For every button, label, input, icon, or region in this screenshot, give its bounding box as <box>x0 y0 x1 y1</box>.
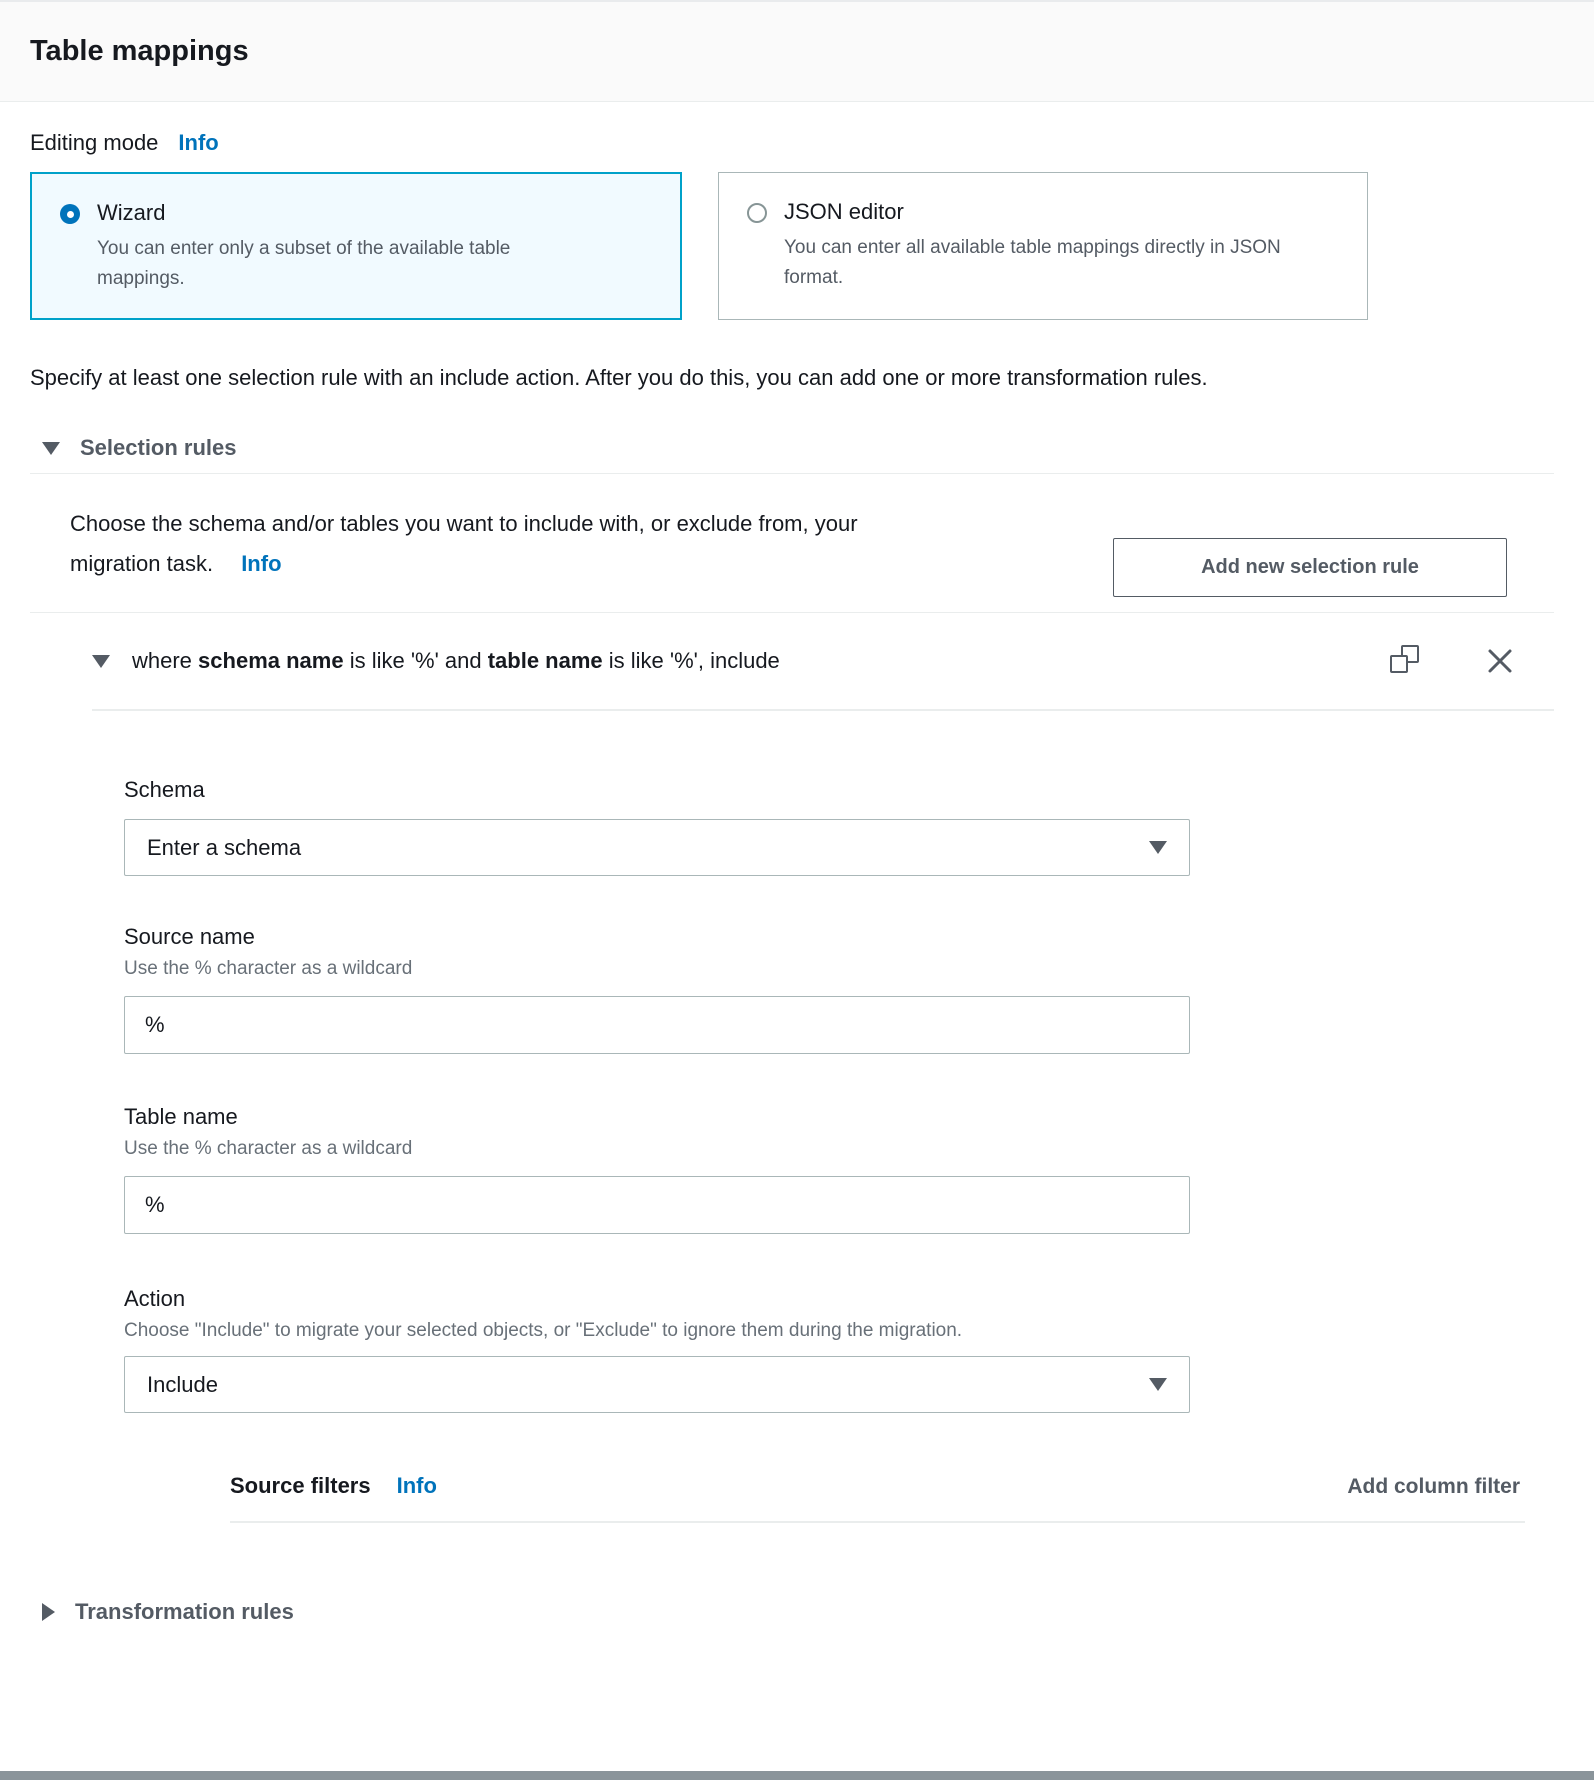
selection-rule-summary <box>132 648 780 674</box>
radio-dot <box>67 211 74 218</box>
delete-rule-button[interactable] <box>1485 646 1515 676</box>
wizard-option-card[interactable] <box>30 172 682 320</box>
json-editor-option-card[interactable] <box>718 172 1368 320</box>
wizard-option-description: You can enter only a subset of the available table mappings. <box>97 238 511 289</box>
transformation-rules-section-toggle[interactable] <box>30 1599 1554 1625</box>
table-name-input[interactable] <box>124 1176 1190 1234</box>
json-editor-option-description: You can enter all available table mappings directly in JSON format. <box>784 237 1281 288</box>
copy-icon-front <box>1390 655 1408 673</box>
copy-icon <box>1389 645 1419 675</box>
divider <box>92 709 1554 711</box>
rule-summary-table-name: table name <box>487 648 603 673</box>
schema-field-group <box>124 777 1554 876</box>
selection-rules-title: Selection rules <box>80 435 237 460</box>
selection-rules-info-link[interactable]: Info <box>241 551 282 576</box>
rule-summary-schema-name: schema name <box>198 648 344 673</box>
chevron-right-icon <box>42 1603 55 1621</box>
rule-summary-mid: is like '%' and <box>343 648 488 673</box>
selection-rules-section-toggle[interactable] <box>30 435 1554 461</box>
selection-rules-description <box>70 504 950 584</box>
action-hint: Choose "Include" to migrate your selected objects, or "Exclude" to ignore them during the migration. <box>124 1320 963 1341</box>
close-icon <box>1485 646 1515 676</box>
schema-select-value: Enter a schema <box>147 834 302 860</box>
page-header <box>0 0 1594 102</box>
add-new-selection-rule-button[interactable]: Add new selection rule <box>1113 538 1507 597</box>
transformation-rules-title: Transformation rules <box>75 1599 294 1624</box>
source-name-label: Source name <box>124 924 255 949</box>
chevron-down-icon <box>92 655 110 668</box>
action-select[interactable] <box>124 1356 1190 1413</box>
rule-summary-prefix: where <box>132 648 199 673</box>
selection-rules-description-text: Choose the schema and/or tables you want to include with, or exclude from, your migration task. <box>70 511 858 576</box>
chevron-down-icon <box>1149 841 1167 854</box>
wizard-radio-selected-icon[interactable] <box>60 204 80 224</box>
action-select-value: Include <box>147 1371 218 1397</box>
add-column-filter-button[interactable]: Add column filter <box>1347 1475 1520 1498</box>
intro-paragraph: Specify at least one selection rule with an include action. After you do this, you can add one or more transformation rules. <box>30 365 1208 390</box>
divider <box>230 1521 1525 1523</box>
table-name-hint: Use the % character as a wildcard <box>124 1138 413 1159</box>
chevron-down-icon <box>1149 1378 1167 1391</box>
wizard-option-label: Wizard <box>97 200 166 225</box>
editing-mode-options <box>30 172 1554 320</box>
action-label: Action <box>124 1286 186 1311</box>
json-editor-option-text <box>784 199 1304 293</box>
table-name-field-group <box>124 1104 1554 1234</box>
selection-rule-header[interactable] <box>30 613 1554 709</box>
schema-select[interactable] <box>124 819 1190 876</box>
copy-rule-button[interactable] <box>1389 645 1419 678</box>
selection-rules-toolbar <box>30 474 1554 606</box>
source-name-hint: Use the % character as a wildcard <box>124 958 413 979</box>
rule-summary-suffix: is like '%', include <box>602 648 780 673</box>
source-filters-row <box>124 1473 1554 1499</box>
page-title: Table mappings <box>30 35 249 67</box>
selection-rule-form <box>30 777 1554 1523</box>
schema-label: Schema <box>124 777 205 802</box>
editing-mode-label: Editing mode <box>30 130 159 155</box>
source-filters-label: Source filters <box>230 1473 371 1498</box>
action-field-group <box>124 1286 1554 1413</box>
source-filters-info-link[interactable]: Info <box>396 1473 437 1498</box>
editing-mode-info-link[interactable]: Info <box>178 130 219 155</box>
json-editor-radio-unselected-icon[interactable] <box>747 203 767 223</box>
wizard-option-text <box>97 200 577 294</box>
chevron-down-icon <box>42 442 60 455</box>
json-editor-option-label: JSON editor <box>784 199 904 224</box>
table-name-label: Table name <box>124 1104 238 1129</box>
content-area <box>0 130 1594 1625</box>
footer-edge <box>0 1771 1594 1780</box>
source-name-field-group <box>124 924 1554 1054</box>
rule-actions <box>1389 645 1554 678</box>
editing-mode-row <box>30 130 1554 156</box>
source-name-input[interactable] <box>124 996 1190 1054</box>
